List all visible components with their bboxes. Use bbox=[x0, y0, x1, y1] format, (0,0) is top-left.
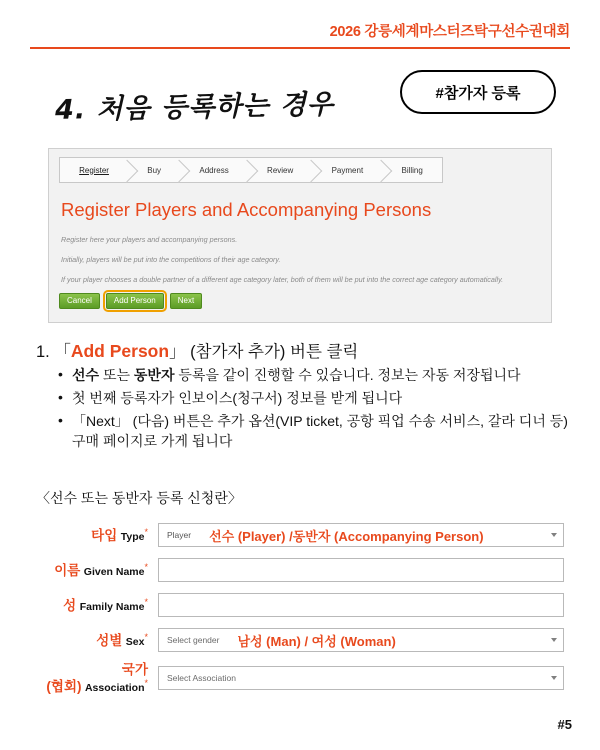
required-marker: * bbox=[144, 677, 148, 688]
form-row-association bbox=[36, 662, 564, 694]
sex-select[interactable] bbox=[158, 628, 564, 652]
form-row-family-name bbox=[36, 592, 564, 618]
instructions-block bbox=[36, 338, 576, 455]
header-divider bbox=[30, 47, 570, 49]
label-given-name-en: Given Name bbox=[83, 565, 145, 578]
family-name-input[interactable] bbox=[158, 593, 564, 617]
topic-tag-badge bbox=[400, 70, 556, 114]
screenshot-paragraph-3: If your player chooses a double partner of a different age category later, both of them will be put into the correct age category automatically. bbox=[61, 275, 504, 284]
breadcrumb-step-register[interactable] bbox=[60, 158, 128, 182]
embedded-screenshot bbox=[48, 148, 552, 323]
cancel-button[interactable]: Cancel bbox=[59, 293, 100, 309]
screenshot-paragraph-1: Register here your players and accompanying persons. bbox=[61, 235, 238, 244]
page-title: 4. 처음 등록하는 경우 bbox=[54, 89, 335, 126]
registration-form bbox=[36, 522, 564, 703]
label-type bbox=[36, 527, 158, 544]
breadcrumb-step-label: Payment bbox=[331, 165, 364, 175]
screenshot-paragraph-2: Initially, players will be put into the competitions of their age category. bbox=[61, 255, 281, 264]
step-accent-term: Add Person bbox=[70, 341, 170, 361]
label-association-en: Association bbox=[84, 681, 145, 694]
chevron-down-icon bbox=[551, 638, 557, 642]
document-header bbox=[0, 20, 600, 41]
label-family-name-ko: 성 bbox=[63, 597, 77, 613]
type-select[interactable] bbox=[158, 523, 564, 547]
label-type-ko: 타입 bbox=[91, 527, 118, 543]
label-sex bbox=[36, 632, 158, 649]
chevron-down-icon bbox=[551, 676, 557, 680]
breadcrumb-step-label: Address bbox=[199, 165, 229, 175]
step-1-line bbox=[36, 338, 576, 362]
screenshot-button-row bbox=[59, 293, 202, 309]
topic-tag-label: #참가자 등록 bbox=[435, 84, 521, 102]
breadcrumb-step-label: Buy bbox=[147, 165, 162, 175]
instruction-bullet-list bbox=[58, 366, 576, 452]
association-select-placeholder: Select Association bbox=[167, 673, 236, 684]
screenshot-heading: Register Players and Accompanying Persons bbox=[61, 199, 432, 220]
bullet-bold-term: 선수 bbox=[72, 367, 100, 383]
step-quote-open: 「 bbox=[54, 343, 71, 361]
step-number: 1. bbox=[36, 343, 50, 361]
event-title: 2026 강릉세계마스터즈탁구선수권대회 bbox=[329, 24, 570, 40]
type-annotation: 선수 (Player) /동반자 (Accompanying Person) bbox=[209, 528, 484, 544]
label-given-name bbox=[36, 562, 158, 579]
form-row-type bbox=[36, 522, 564, 548]
breadcrumb-step-label: Billing bbox=[401, 165, 423, 175]
breadcrumb-step-label: Review bbox=[267, 165, 294, 175]
required-marker: * bbox=[144, 561, 148, 572]
form-caption: 〈선수 또는 동반자 등록 신청란〉 bbox=[36, 490, 242, 506]
chevron-down-icon bbox=[551, 533, 557, 537]
label-given-name-ko: 이름 bbox=[54, 562, 81, 578]
bullet-bold-term: 동반자 bbox=[133, 367, 175, 383]
required-marker: * bbox=[144, 526, 148, 537]
form-row-given-name bbox=[36, 557, 564, 583]
next-button[interactable]: Next bbox=[170, 293, 202, 309]
required-marker: * bbox=[144, 631, 148, 642]
label-family-name-en: Family Name bbox=[79, 600, 145, 613]
list-item: • 선수 또는 동반자 등록을 같이 진행할 수 있습니다. 정보는 자동 저장됩니다 bbox=[58, 366, 576, 386]
list-item: • 「Next」 (다음) 버튼은 추가 옵션(VIP ticket, 공항 픽업 수송 서비스, 갈라 디너 등) 구매 페이지로 가게 됩니다 bbox=[58, 412, 576, 452]
breadcrumb-step-address[interactable] bbox=[180, 158, 248, 182]
breadcrumb bbox=[59, 157, 443, 183]
sex-select-placeholder: Select gender bbox=[167, 635, 220, 645]
label-association bbox=[36, 662, 158, 694]
breadcrumb-step-payment[interactable] bbox=[312, 158, 382, 182]
association-select[interactable] bbox=[158, 666, 564, 690]
label-sex-ko: 성별 bbox=[96, 632, 123, 648]
breadcrumb-step-label: Register bbox=[79, 165, 109, 175]
add-person-button[interactable]: Add Person bbox=[106, 293, 164, 309]
form-row-sex bbox=[36, 627, 564, 653]
page-number: #5 bbox=[557, 717, 572, 732]
required-marker: * bbox=[144, 596, 148, 607]
label-family-name bbox=[36, 597, 158, 614]
sex-annotation: 남성 (Man) / 여성 (Woman) bbox=[237, 633, 396, 649]
list-item: • 첫 번째 등록자가 인보이스(청구서) 정보를 받게 됩니다 bbox=[58, 389, 576, 409]
type-select-value: Player bbox=[167, 530, 192, 540]
step-suffix: 」 (참가자 추가) 버튼 클릭 bbox=[169, 343, 359, 361]
label-type-en: Type bbox=[120, 530, 145, 543]
label-association-ko: 국가 (협회) bbox=[46, 662, 148, 694]
given-name-input[interactable] bbox=[158, 558, 564, 582]
label-sex-en: Sex bbox=[125, 635, 145, 648]
